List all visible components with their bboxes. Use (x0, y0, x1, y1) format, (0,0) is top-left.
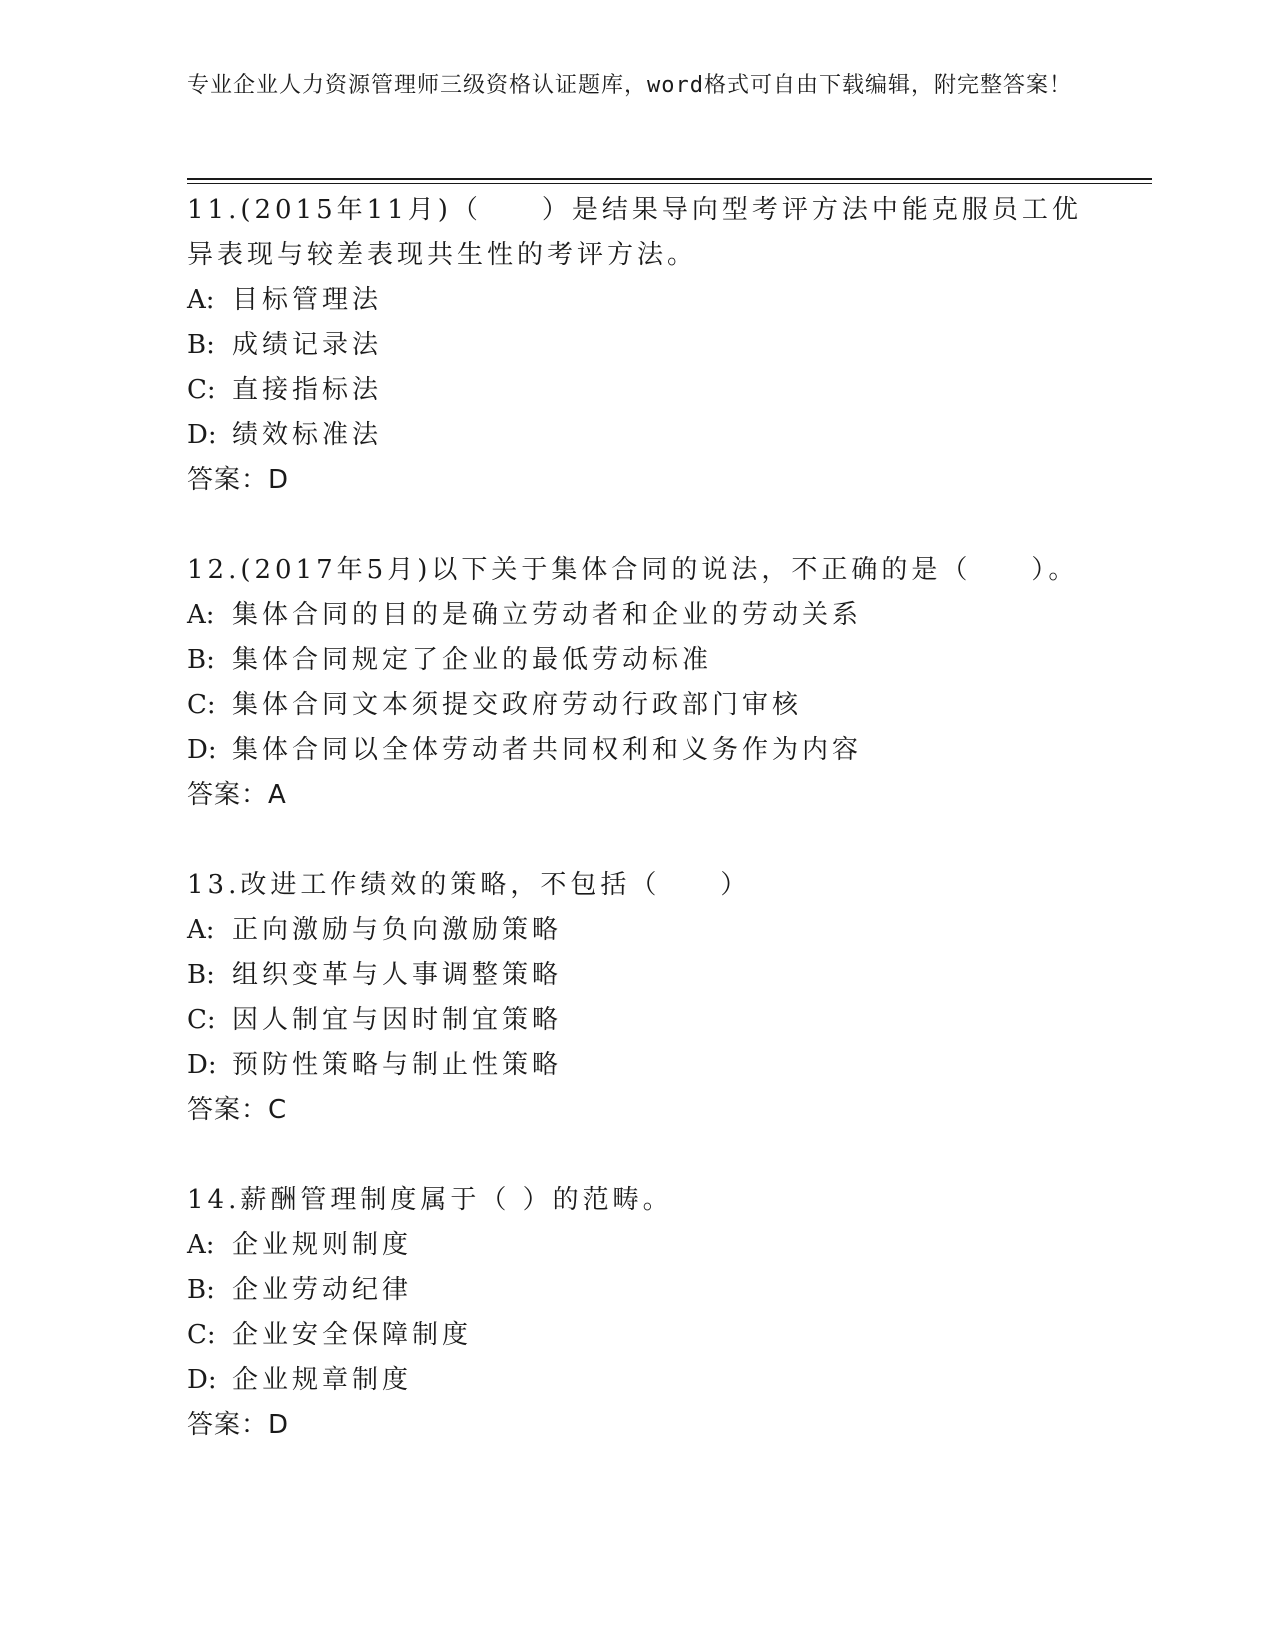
answer-value: C (268, 1095, 288, 1125)
option-key: A: (187, 915, 215, 945)
answer-line (187, 458, 1087, 503)
header-text: 专业企业人力资源管理师三级资格认证题库，word格式可自由下载编辑，附完整答案！ (187, 73, 1072, 98)
answer-line (187, 1403, 1087, 1448)
question-13 (187, 863, 1087, 1133)
option-key: C: (187, 1320, 216, 1350)
option-text: 集体合同文本须提交政府劳动行政部门审核 (232, 690, 803, 720)
question-gap (187, 1133, 1087, 1178)
option-key: D: (187, 420, 217, 450)
option-key: A: (187, 600, 215, 630)
question-number: 13. (187, 870, 241, 900)
option-a (187, 908, 1087, 953)
answer-line (187, 773, 1087, 818)
option-c (187, 683, 1087, 728)
option-c (187, 368, 1087, 413)
option-b (187, 323, 1087, 368)
question-number: 14. (187, 1185, 241, 1215)
option-key: D: (187, 735, 217, 765)
option-a (187, 593, 1087, 638)
question-text: 改进工作绩效的策略，不包括（ ） (240, 870, 751, 900)
option-a (187, 278, 1087, 323)
question-number: 12. (187, 555, 241, 585)
option-text: 成绩记录法 (232, 330, 383, 360)
option-key: B: (187, 960, 215, 990)
option-text: 绩效标准法 (232, 420, 383, 450)
answer-label: 答案： (187, 465, 269, 495)
question-14 (187, 1178, 1087, 1448)
question-stem (187, 1178, 1087, 1223)
answer-line (187, 1088, 1087, 1133)
option-text: 组织变革与人事调整策略 (232, 960, 563, 990)
question-12 (187, 548, 1087, 818)
answer-label: 答案： (187, 1095, 269, 1125)
question-stem (187, 548, 1087, 593)
question-stem (187, 863, 1087, 908)
header-divider-thin (187, 183, 1152, 184)
option-text: 企业安全保障制度 (232, 1320, 473, 1350)
answer-value: D (268, 1410, 290, 1440)
question-gap (187, 503, 1087, 548)
question-gap (187, 818, 1087, 863)
option-text: 直接指标法 (232, 375, 383, 405)
option-text: 集体合同以全体劳动者共同权利和义务作为内容 (232, 735, 863, 765)
question-number: 11. (187, 195, 241, 225)
option-text: 因人制宜与因时制宜策略 (232, 1005, 563, 1035)
option-key: B: (187, 1275, 215, 1305)
question-text: 薪酬管理制度属于（ ）的范畴。 (240, 1185, 673, 1215)
question-stem (187, 188, 1087, 278)
option-key: C: (187, 1005, 216, 1035)
answer-label: 答案： (187, 780, 269, 810)
option-key: A: (187, 285, 215, 315)
question-text: (2017年5月)以下关于集体合同的说法，不正确的是（ ）。 (240, 555, 1079, 585)
question-text: (2015年11月)（ ）是结果导向型考评方法中能克服员工优异表现与较差表现共生性的考评方法。 (187, 195, 1082, 270)
page-header (187, 70, 1087, 102)
option-text: 集体合同的目的是确立劳动者和企业的劳动关系 (232, 600, 863, 630)
option-d (187, 1358, 1087, 1403)
option-key: B: (187, 645, 215, 675)
option-text: 目标管理法 (232, 285, 383, 315)
header-divider-thick (187, 178, 1152, 180)
option-d (187, 413, 1087, 458)
option-key: D: (187, 1365, 217, 1395)
answer-label: 答案： (187, 1410, 269, 1440)
option-d (187, 1043, 1087, 1088)
option-a (187, 1223, 1087, 1268)
option-key: C: (187, 690, 216, 720)
option-text: 企业劳动纪律 (232, 1275, 413, 1305)
option-text: 集体合同规定了企业的最低劳动标准 (232, 645, 713, 675)
answer-value: D (268, 465, 290, 495)
option-text: 预防性策略与制止性策略 (232, 1050, 563, 1080)
question-11 (187, 188, 1087, 503)
option-key: C: (187, 375, 216, 405)
option-b (187, 1268, 1087, 1313)
option-key: A: (187, 1230, 215, 1260)
option-b (187, 953, 1087, 998)
option-c (187, 998, 1087, 1043)
question-list (187, 188, 1087, 1448)
option-key: B: (187, 330, 215, 360)
option-text: 企业规章制度 (232, 1365, 413, 1395)
option-d (187, 728, 1087, 773)
answer-value: A (268, 780, 287, 810)
option-c (187, 1313, 1087, 1358)
option-text: 正向激励与负向激励策略 (232, 915, 563, 945)
option-b (187, 638, 1087, 683)
option-key: D: (187, 1050, 217, 1080)
option-text: 企业规则制度 (232, 1230, 413, 1260)
